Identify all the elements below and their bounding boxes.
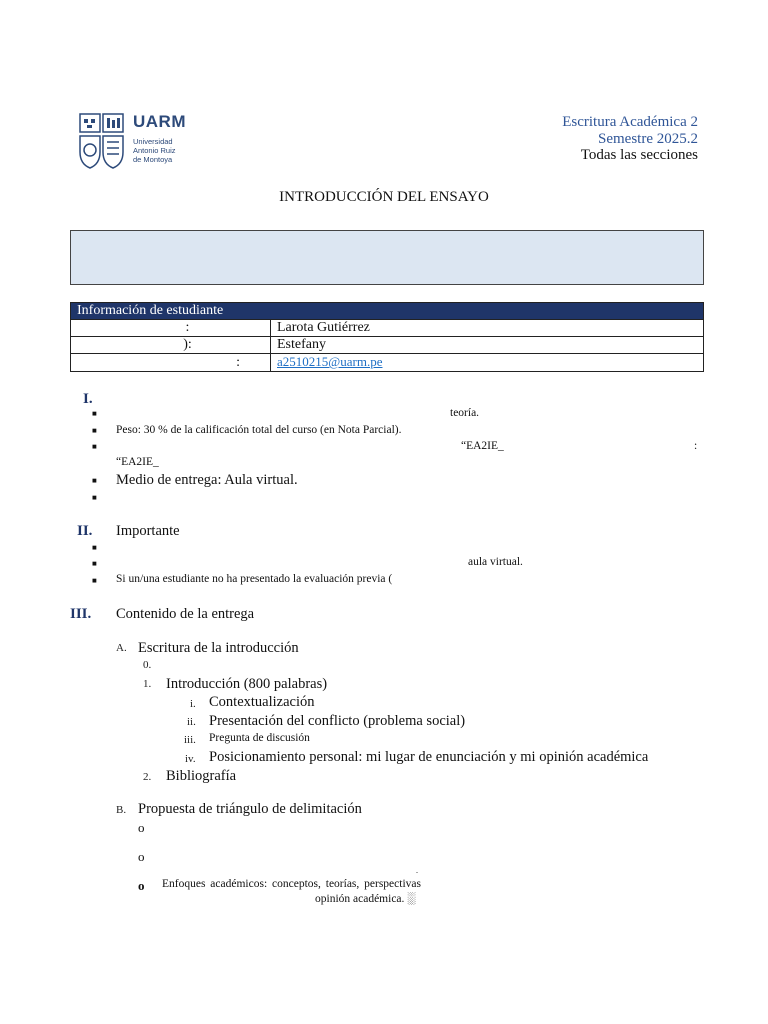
table-row <box>71 320 704 337</box>
list-item-text: “EA2IE_ <box>116 456 159 468</box>
bullet-icon: ■ <box>92 543 97 552</box>
circle-bullet-icon: o <box>138 849 145 864</box>
field-label: : <box>71 320 271 337</box>
subsection-letter: B. <box>116 804 127 816</box>
list-item-text: “EA2IE_ <box>461 440 504 452</box>
table-row <box>71 337 704 354</box>
list-item-text: Bibliografía <box>166 768 237 784</box>
bullet-icon: ■ <box>92 493 97 502</box>
field-label: : <box>71 354 271 372</box>
field-value-name: Estefany <box>271 337 704 354</box>
list-item-text: Introducción (800 palabras) <box>166 676 328 692</box>
bullet-icon: ■ <box>92 476 97 485</box>
field-label: ): <box>71 337 271 354</box>
list-item-text: Enfoques académicos: conceptos, teorías, perspectivas <box>162 878 421 890</box>
student-info-heading: Información de estudiante <box>71 303 704 320</box>
sublist-number: iii. <box>184 734 196 746</box>
table-row <box>71 354 704 372</box>
subsection-letter: A. <box>116 642 127 654</box>
section-number: III. <box>70 606 92 622</box>
email-link[interactable]: a2510215@uarm.pe <box>277 354 383 369</box>
course-name: Escritura Académica 2 <box>562 114 698 130</box>
sublist-item-text: Pregunta de discusión <box>209 732 310 744</box>
logo-wordmark: UARM <box>133 112 186 131</box>
circle-bullet-icon: o <box>138 878 145 893</box>
circle-bullet-icon: o <box>138 820 145 835</box>
section-number: II. <box>77 523 93 539</box>
section-title: Importante <box>116 523 180 539</box>
list-item-text: aula virtual. <box>468 556 523 568</box>
sublist-number: i. <box>190 698 196 710</box>
sublist-item-text: Presentación del conflicto (problema social) <box>209 713 466 729</box>
shaded-instruction-box <box>70 230 704 285</box>
sublist-item-text: Posicionamiento personal: mi lugar de enunciación y mi opinión académica <box>209 749 649 765</box>
list-item-text: opinión académica. ░ <box>315 893 416 905</box>
list-item-text: Peso: 30 % de la calificación total del curso (en Nota Parcial). <box>116 424 402 436</box>
section-title: Contenido de la entrega <box>116 606 255 622</box>
section-number: I. <box>83 391 93 407</box>
sublist-number: iv. <box>185 753 196 765</box>
bullet-icon: ■ <box>92 409 97 418</box>
field-value-surname: Larota Gutiérrez <box>271 320 704 337</box>
sections-label: Todas las secciones <box>580 147 698 163</box>
list-item-text: : <box>694 440 698 452</box>
list-number: 2. <box>143 771 152 783</box>
bullet-icon: ■ <box>92 559 97 568</box>
list-item-text: teoría. <box>450 407 480 419</box>
bullet-icon: ■ <box>92 576 97 585</box>
list-number: 1. <box>143 678 152 690</box>
semester-label: Semestre 2025.2 <box>598 131 698 147</box>
bullet-icon: ■ <box>92 426 97 435</box>
document-title: INTRODUCCIÓN DEL ENSAYO <box>279 189 489 205</box>
list-item-text: Medio de entrega: Aula virtual. <box>116 472 298 488</box>
subsection-title: Escritura de la introducción <box>138 640 299 656</box>
stray-period: . <box>416 866 418 875</box>
student-info-table <box>70 302 704 372</box>
sublist-item-text: Contextualización <box>209 694 315 710</box>
sublist-number: ii. <box>187 716 196 728</box>
list-number: 0. <box>143 659 152 671</box>
subsection-title: Propuesta de triángulo de delimitación <box>138 801 362 817</box>
logo-university-name: Universidad Antonio Ruiz de Montoya <box>133 137 176 164</box>
list-item-text: Si un/una estudiante no ha presentado la evaluación previa ( <box>116 573 393 585</box>
bullet-icon: ■ <box>92 442 97 451</box>
